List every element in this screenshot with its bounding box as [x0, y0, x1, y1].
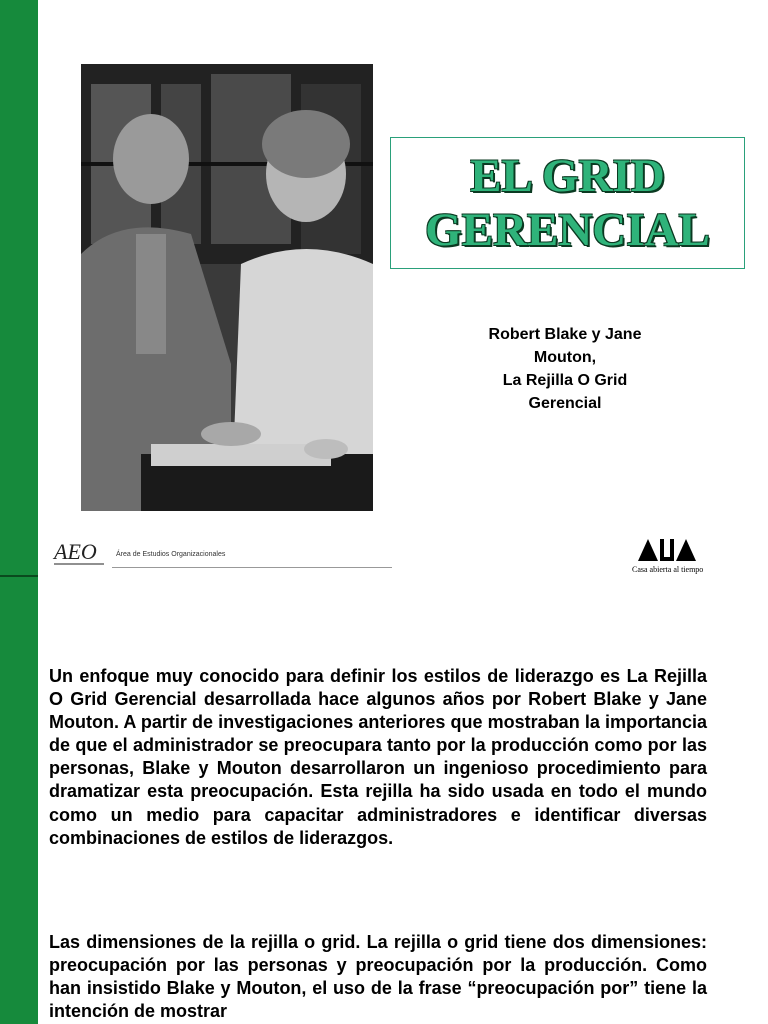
- aeo-mark: AEO: [54, 539, 97, 564]
- paragraph-intro-rest: desarrollada hace algunos años por Robert Blake y Jane Mouton. A partir de investigaciones anteriores que mostraban la importancia de que el administrador se preocupara tanto por la producción como por las personas, Blake y Mouton desarrollaron un ingenioso procedimiento para dramatizar esta preocupación. Esta rejilla ha sido usada en todo el mundo como un medio para capacitar administradores e identificar diversas combinaciones de estilos de liderazgos.: [49, 689, 707, 848]
- aeo-underline: [112, 567, 392, 568]
- title-line-2: GERENCIAL: [425, 204, 710, 256]
- aeo-logo-icon: [50, 535, 110, 569]
- paragraph-dimensions: Las dimensiones de la rejilla o grid. La rejilla o grid tiene dos dimensiones: preocupación por las personas y preocupación por la producción. Como han insistido Blake y Mouton, el uso de la frase “preocupación por” tiene la intención de mostrar: [49, 932, 707, 1022]
- authors-photo: [81, 64, 373, 511]
- authors-line-1: Robert Blake y Jane: [488, 326, 642, 343]
- uam-caption: Casa abierta al tiempo: [632, 565, 704, 574]
- photo-illustration: [81, 64, 373, 511]
- title-line-1: EL GRID: [470, 150, 665, 202]
- paragraph-intro: [49, 665, 707, 850]
- authors-line-2: Mouton,: [533, 349, 597, 366]
- paragraph-intro-start: Un enfoque muy conocido para definir los estilos de liderazgo es: [49, 666, 627, 686]
- aeo-caption: Área de Estudios Organizacionales: [116, 551, 226, 558]
- uam-logo: [630, 537, 722, 577]
- aeo-logo: [50, 531, 395, 571]
- authors-caption: [430, 323, 700, 415]
- paragraph-intro-emphasis: La Rejilla O Grid Gerencial: [49, 666, 707, 710]
- authors-line-3: La Rejilla O Grid: [502, 372, 628, 389]
- sidebar-divider: [0, 575, 38, 577]
- left-sidebar-bar: [0, 0, 38, 1024]
- uam-logo-icon: [636, 537, 698, 563]
- authors-line-4: Gerencial: [528, 395, 602, 412]
- title-box: [390, 137, 745, 269]
